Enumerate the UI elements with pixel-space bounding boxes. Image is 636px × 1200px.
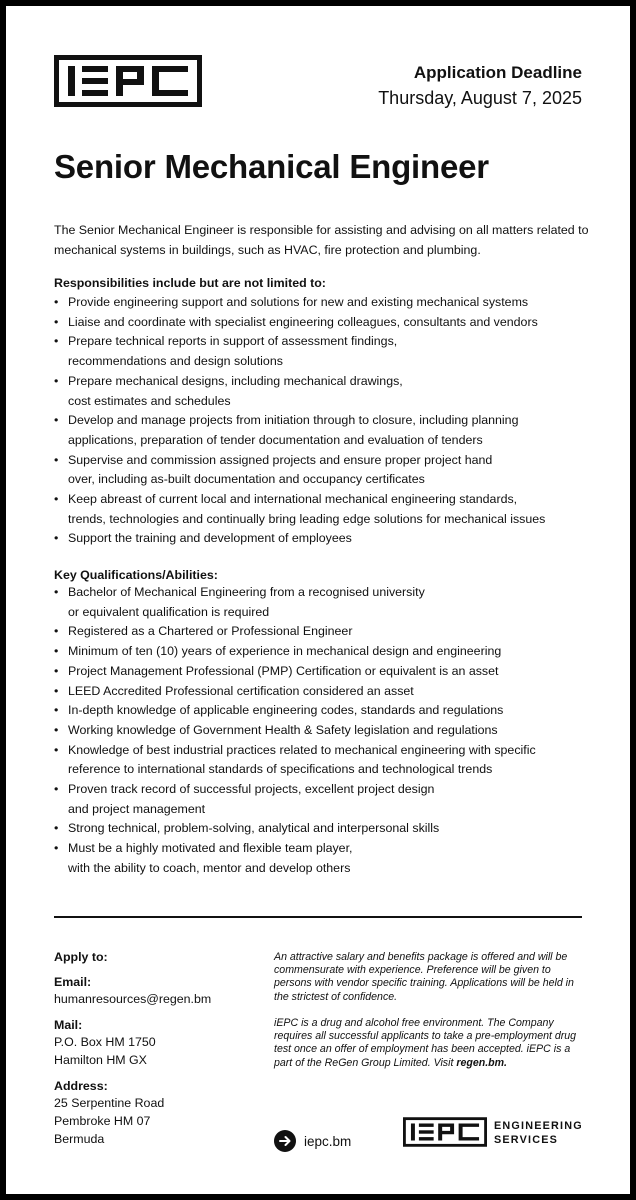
email-address[interactable]: humanresources@regen.bm — [54, 992, 212, 1006]
qualifications-item-line: or equivalent qualification is required — [68, 604, 270, 619]
email-label: Email: — [54, 975, 92, 989]
apply-heading: Apply to: — [54, 950, 108, 964]
iepc-footer-logo — [403, 1116, 487, 1148]
iepc-logo — [54, 55, 202, 107]
responsibilities-heading: Responsibilities include but are not limited to: — [54, 276, 326, 290]
qualifications-item — [54, 721, 594, 741]
qualifications-item-line: Bachelor of Mechanical Engineering from a recognised university — [68, 585, 425, 599]
responsibilities-item-line: Provide engineering support and solutions for new and existing mechanical systems — [68, 295, 529, 309]
drug-policy-note — [274, 1017, 584, 1070]
engineering-services-text — [494, 1119, 583, 1147]
deadline-label: Application Deadline — [413, 63, 582, 82]
mail-line-1: P.O. Box HM 1750 — [54, 1035, 156, 1049]
responsibilities-item — [54, 293, 594, 313]
responsibilities-item — [54, 372, 594, 411]
qualifications-item-line: reference to international standards of specifications and technological trends — [68, 762, 493, 777]
qualifications-item — [54, 682, 594, 702]
website-text: iepc.bm — [304, 1133, 352, 1149]
job-intro: The Senior Mechanical Engineer is responsible for assisting and advising on all matters related to mechanical systems in buildings, such as HVAC, fire protection and plumbing. — [54, 223, 589, 257]
responsibilities-item — [54, 411, 594, 450]
qualifications-item-line: Must be a highly motivated and flexible team player, — [68, 841, 353, 856]
mail-label: Mail: — [54, 1018, 83, 1032]
job-ad-page — [6, 6, 630, 1194]
qualifications-item-line: Strong technical, problem-solving, analytical and interpersonal skills — [68, 821, 440, 836]
eng-line-2: SERVICES — [494, 1134, 559, 1146]
address-line-2: Pembroke HM 07 — [54, 1114, 151, 1128]
qualifications-item — [54, 622, 594, 642]
qualifications-item-line: Registered as a Chartered or Professional Engineer — [68, 624, 353, 639]
qualifications-item-line: Proven track record of successful projects, excellent project design — [68, 782, 435, 797]
deadline-date: Thursday, August 7, 2025 — [378, 88, 582, 108]
mail-line-2: Hamilton HM GX — [54, 1053, 147, 1067]
qualifications-list — [54, 583, 594, 879]
responsibilities-item-line: Prepare technical reports in support of assessment findings, — [68, 334, 398, 349]
qualifications-item — [54, 780, 594, 819]
qualifications-item — [54, 741, 594, 780]
responsibilities-item — [54, 490, 594, 529]
qualifications-item-line: Working knowledge of Government Health & Safety legislation and regulations — [68, 722, 498, 737]
address-label: Address: — [54, 1079, 108, 1093]
responsibilities-item-line: Support the training and development of employees — [68, 531, 352, 546]
job-title: Senior Mechanical Engineer — [54, 148, 489, 185]
responsibilities-item — [54, 313, 594, 333]
qualifications-item-line: Minimum of ten (10) years of experience in mechanical design and engineering — [68, 644, 502, 659]
responsibilities-item-line: recommendations and design solutions — [68, 354, 283, 369]
responsibilities-item — [54, 451, 594, 490]
qualifications-item-line: and project management — [68, 801, 206, 816]
responsibilities-item-line: over, including as-built documentation and occupancy certificates — [68, 472, 425, 487]
section-divider — [54, 916, 582, 918]
responsibilities-item — [54, 529, 594, 549]
arrow-right-circle-icon — [274, 1130, 296, 1152]
address-line-1: 25 Serpentine Road — [54, 1096, 165, 1110]
qualifications-item-line: with the ability to coach, mentor and develop others — [68, 860, 351, 875]
responsibilities-item-line: applications, preparation of tender documentation and evaluation of tenders — [68, 432, 483, 447]
qualifications-item — [54, 662, 594, 682]
qualifications-item — [54, 819, 594, 839]
eng-line-1: ENGINEERING — [494, 1120, 583, 1132]
responsibilities-item-line: Liaise and coordinate with specialist engineering colleagues, consultants and vendors — [68, 314, 538, 329]
drug-policy-text: iEPC is a drug and alcohol free environment. The Company requires all successful applicants to take a pre-employment drug test once an offer of employment has been accepted. iEPC is a part of the ReGen Group Limited. Visit — [274, 1017, 577, 1069]
responsibilities-item — [54, 332, 594, 371]
qualifications-item — [54, 642, 594, 662]
salary-note: An attractive salary and benefits package is offered and will be commensurate with experience. Preference will be given to persons with vendor specific training. Applications will be held in the strictest of confidence. — [274, 951, 574, 1003]
qualifications-item-line: In-depth knowledge of applicable engineering codes, standards and regulations — [68, 703, 504, 718]
qualifications-item-line: LEED Accredited Professional certification considered an asset — [68, 683, 414, 698]
responsibilities-item-line: Keep abreast of current local and international mechanical engineering standards, — [68, 492, 518, 507]
qualifications-item — [54, 583, 594, 622]
regen-link[interactable]: regen.bm. — [456, 1056, 507, 1069]
qualifications-item-line: Project Management Professional (PMP) Certification or equivalent is an asset — [68, 663, 499, 678]
responsibilities-item-line: Develop and manage projects from initiation through to closure, including planning — [68, 413, 519, 428]
responsibilities-item-line: Prepare mechanical designs, including mechanical drawings, — [68, 373, 403, 388]
responsibilities-list — [54, 293, 594, 549]
responsibilities-item-line: cost estimates and schedules — [68, 393, 231, 408]
qualifications-item — [54, 701, 594, 721]
responsibilities-item-line: Supervise and commission assigned projects and ensure proper project hand — [68, 452, 493, 467]
qualifications-heading: Key Qualifications/Abilities: — [54, 568, 218, 582]
website-link[interactable] — [274, 1130, 351, 1152]
responsibilities-item-line: trends, technologies and continually bring leading edge solutions for mechanical issues — [68, 511, 546, 526]
qualifications-item — [54, 839, 594, 878]
qualifications-item-line: Knowledge of best industrial practices related to mechanical engineering with specific — [68, 742, 536, 757]
address-line-3: Bermuda — [54, 1132, 105, 1146]
